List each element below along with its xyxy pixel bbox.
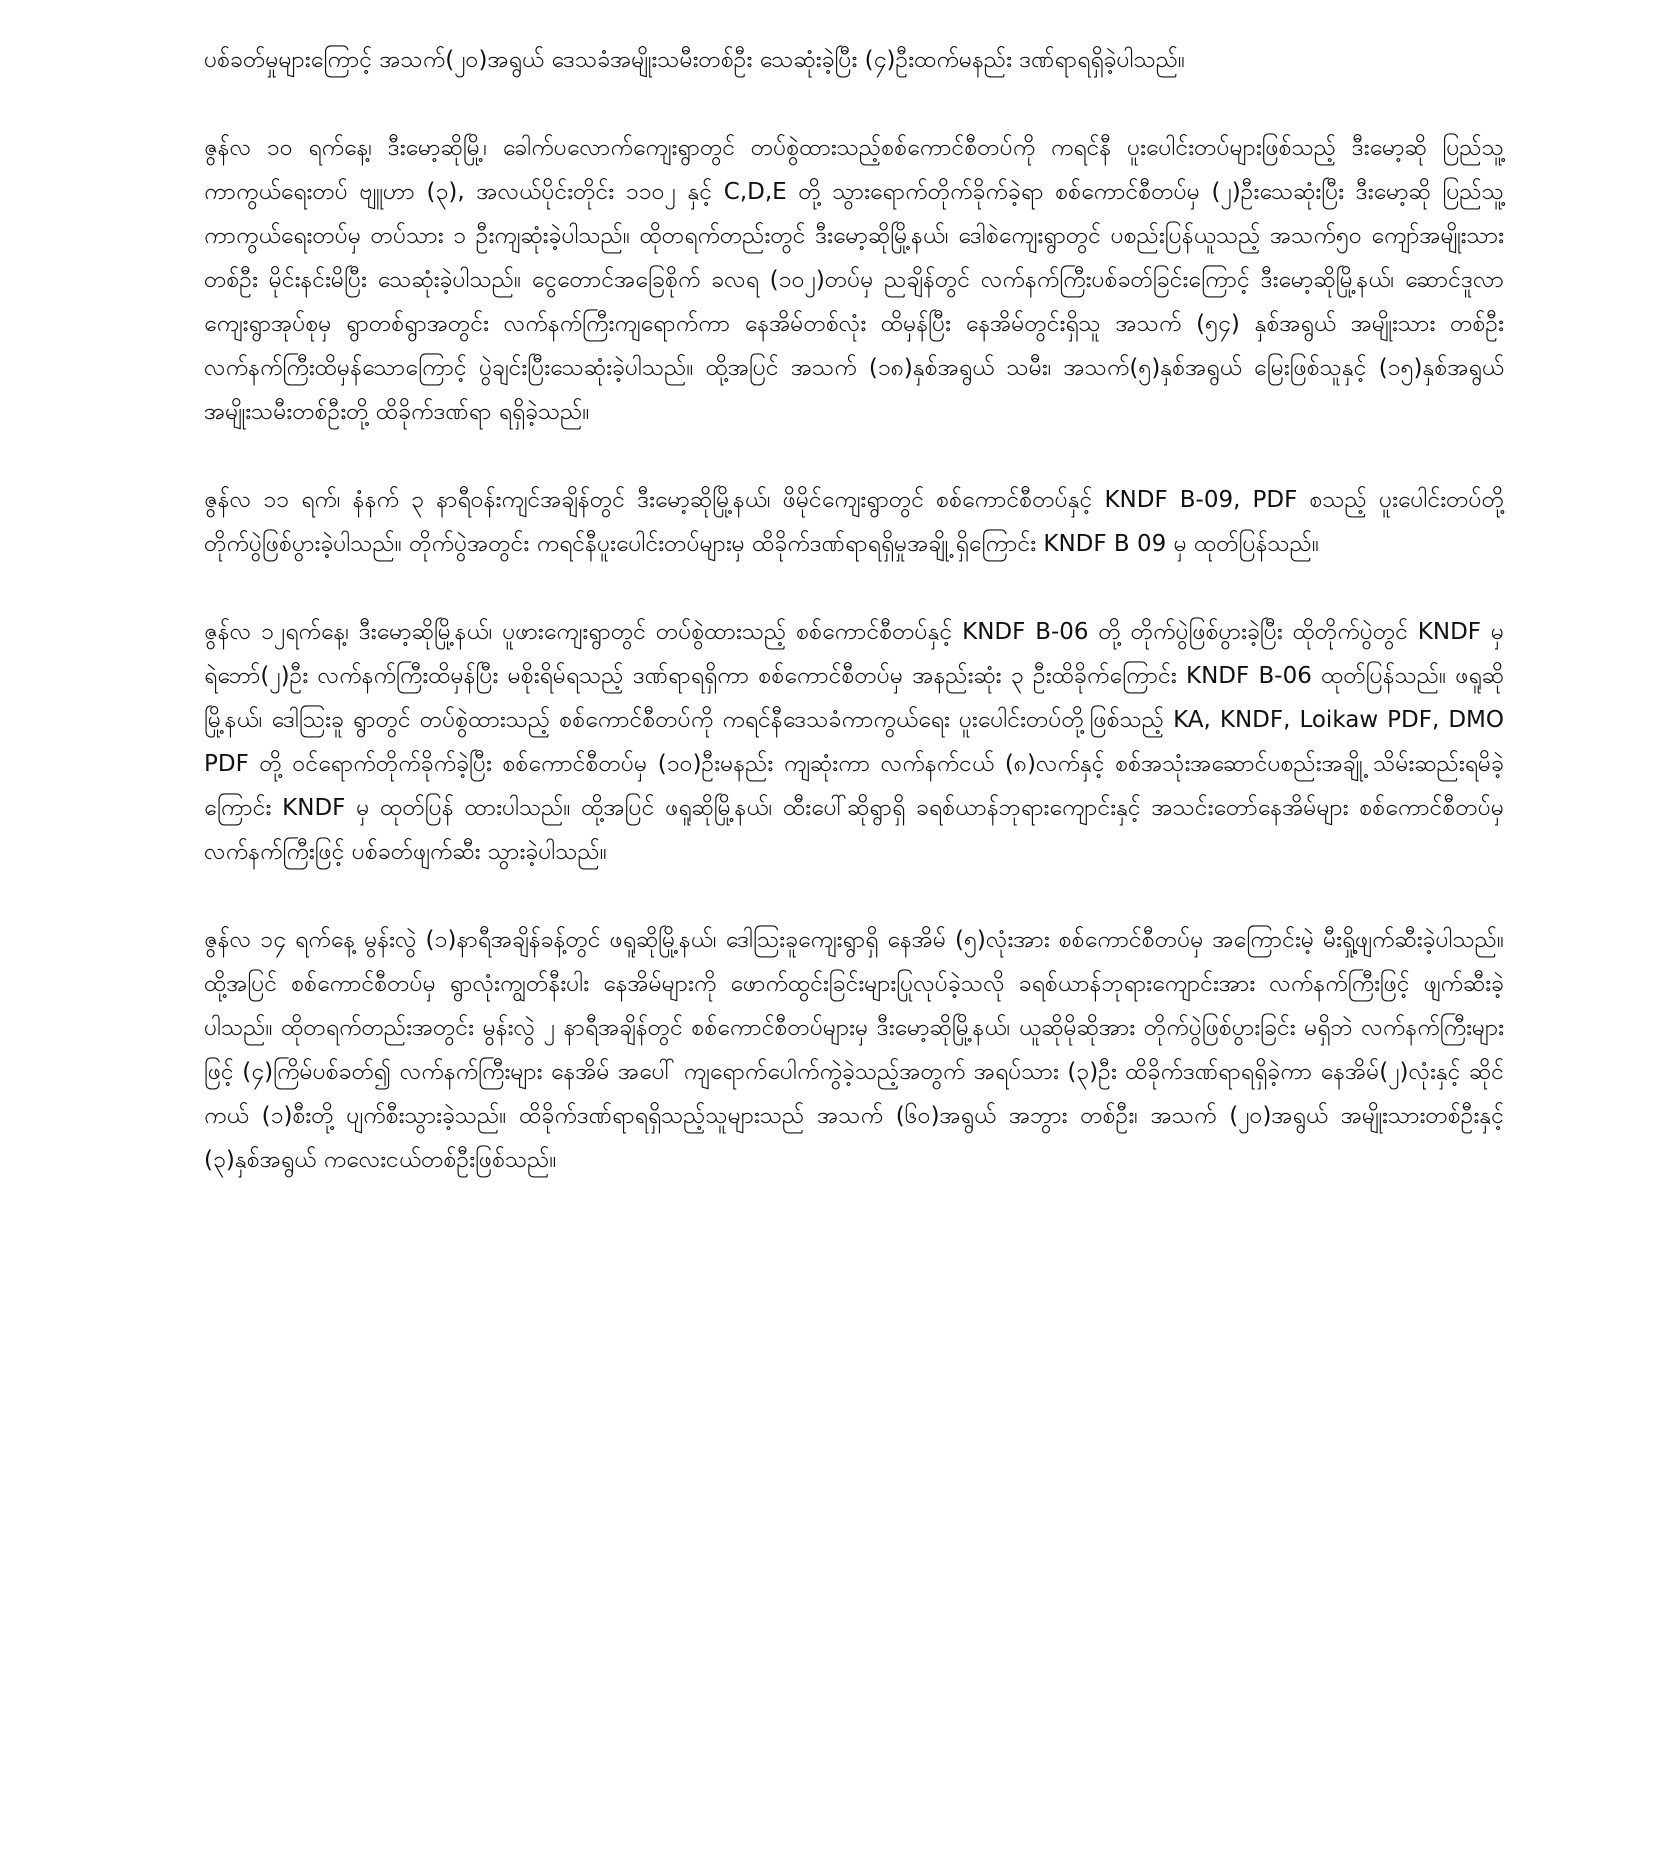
paragraph-june-10: ဇွန်လ ၁၀ ရက်နေ့၊ ဒီးမော့ဆိုမြို့၊ ခေါက်ပလောက်ကျေးရွာတွင် တပ်စွဲထားသည့်စစ်ကောင်စီတပ်ကို ကရင်နီ ပူးပေါင်းတပ်များဖြစ်သည့် ဒီးမော့ဆို ပြည်သူ့ကာကွယ်ရေးတပ် ဗျူဟာ (၃), အလယ်ပိုင်းတိုင်း ၁၁၀၂ နှင့် C,D,E တို့ သွားရောက်တိုက်ခိုက်ခဲ့ရာ စစ်ကောင်စီတပ်မှ (၂)ဦးသေဆုံးပြီး ဒီးမော့ဆို ပြည်သူ့ကာကွယ်ရေးတပ်မှ တပ်သား ၁ ဦးကျဆုံးခဲ့ပါသည်။ ထိုတရက်တည်းတွင် ဒီးမော့ဆိုမြို့နယ်၊ ဒေါစဲကျေးရွာတွင် ပစည်းပြန်ယူသည့် အသက်၅၀ ကျော်အမျိုးသားတစ်ဦး မိုင်းနင်းမိပြီး သေဆုံးခဲ့ပါသည်။ ငွေတောင်အခြေစိုက် ခလရ (၁၀၂)တပ်မှ ညချိန်တွင် လက်နက်ကြီးပစ်ခတ်ခြင်းကြောင့် ဒီးမော့ဆိုမြို့နယ်၊ ဆောင်ဒူလာကျေးရွာအုပ်စုမှ ရွာတစ်ရွာအတွင်း လက်နက်ကြီးကျရောက်ကာ နေအိမ်တစ်လုံး ထိမှန်ပြီး နေအိမ်တွင်းရှိသူ အသက် (၅၄) နှစ်အရွယ် အမျိုးသား တစ်ဦး လက်နက်ကြီးထိမှန်သောကြောင့် ပွဲချင်းပြီးသေဆုံးခဲ့ပါသည်။ ထို့အပြင် အသက် (၁၈)နှစ်အရွယ် သမီး၊ အသက်(၅)နှစ်အရွယ် မြေးဖြစ်သူနှင့် (၁၅)နှစ်အရွယ် အမျိုးသမီးတစ်ဦးတို့ ထိခိုက်ဒဏ်ရာ ရရှိခဲ့သည်။	[204, 135, 1504, 425]
paragraph-june-14: ဇွန်လ ၁၄ ရက်နေ့ မွန်းလွဲ (၁)နာရီအချိန်ခန့်တွင် ဖရူဆိုမြို့နယ်၊ ဒေါသြးခူကျေးရွာရှိ နေအိမ် (၅)လုံးအား စစ်ကောင်စီတပ်မှ အကြောင်းမဲ့ မီးရှို့ဖျက်ဆီးခဲ့ပါသည်။ ထို့အပြင် စစ်ကောင်စီတပ်မှ ရွာလုံးကျွတ်နီးပါး နေအိမ်များကို ဖောက်ထွင်းခြင်းများပြုလုပ်ခဲ့သလို ခရစ်ယာန်ဘုရားကျောင်းအား လက်နက်ကြီးဖြင့် ဖျက်ဆီးခဲ့ပါသည်။ ထိုတရက်တည်းအတွင်း မွန်းလွဲ ၂ နာရီအချိန်တွင် စစ်ကောင်စီတပ်များမှ ဒီးမော့ဆိုမြို့နယ်၊ ယူဆိုမိုဆိုအား တိုက်ပွဲဖြစ်ပွားခြင်း မရှိဘဲ လက်နက်ကြီးများဖြင့် (၄)ကြိမ်ပစ်ခတ်၍ လက်နက်ကြီးများ နေအိမ် အပေါ် ကျရောက်ပေါက်ကွဲခဲ့သည့်အတွက် အရပ်သား (၃)ဦး ထိခိုက်ဒဏ်ရာရရှိခဲ့ကာ နေအိမ်(၂)လုံးနှင့် ဆိုင်ကယ် (၁)စီးတို့ ပျက်စီးသွားခဲ့သည်။ ထိခိုက်ဒဏ်ရာရရှိသည့်သူများသည် အသက် (၆၀)အရွယ် အဘွား တစ်ဦး၊ အသက် (၂၀)အရွယ် အမျိုးသားတစ်ဦးနှင့် (၃)နှစ်အရွယ် ကလေးငယ်တစ်ဦးဖြစ်သည်။	[204, 927, 1504, 1173]
document-body	[204, 38, 1504, 1182]
paragraph-june-12: ဇွန်လ ၁၂ရက်နေ့၊ ဒီးမော့ဆိုမြို့နယ်၊ ပူဖားကျေးရွာတွင် တပ်စွဲထားသည့် စစ်ကောင်စီတပ်နှင့် KNDF B-06 တို့ တိုက်ပွဲဖြစ်ပွားခဲ့ပြီး ထိုတိုက်ပွဲတွင် KNDF မှ ရဲဘော်(၂)ဦး လက်နက်ကြီးထိမှန်ပြီး မစိုးရိမ်ရသည့် ဒဏ်ရာရရှိကာ စစ်ကောင်စီတပ်မှ အနည်းဆုံး ၃ ဦးထိခိုက်ကြောင်း KNDF B-06 ထုတ်ပြန်သည်။ ဖရူဆိုမြို့နယ်၊ ဒေါသြးခူ ရွာတွင် တပ်စွဲထားသည့် စစ်ကောင်စီတပ်ကို ကရင်နီဒေသခံကာကွယ်ရေး ပူးပေါင်းတပ်တို့ဖြစ်သည့် KA, KNDF, Loikaw PDF, DMO PDF တို့ ဝင်ရောက်တိုက်ခိုက်ခဲ့ပြီး စစ်ကောင်စီတပ်မှ (၁၀)ဦးမနည်း ကျဆုံးကာ လက်နက်ငယ် (၈)လက်နှင့် စစ်အသုံးအဆောင်ပစည်းအချို့ သိမ်းဆည်းရမိခဲ့ကြောင်း KNDF မှ ထုတ်ပြန် ထားပါသည်။ ထို့အပြင် ဖရူဆိုမြို့နယ်၊ ထီးပေါ်ဆိုရွာရှိ ခရစ်ယာန်ဘုရားကျောင်းနှင့် အသင်းတော်နေအိမ်များ စစ်ကောင်စီတပ်မှ လက်နက်ကြီးဖြင့် ပစ်ခတ်ဖျက်ဆီး သွားခဲ့ပါသည်။	[204, 619, 1504, 865]
paragraph-june-11: ဇွန်လ ၁၁ ရက်၊ နံနက် ၃ နာရီဝန်းကျင်အချိန်တွင် ဒီးမော့ဆိုမြို့နယ်၊ ဖိမိုင်ကျေးရွာတွင် စစ်ကောင်စီတပ်နှင့် KNDF B-09, PDF စသည့် ပူးပေါင်းတပ်တို့ တိုက်ပွဲဖြစ်ပွားခဲ့ပါသည်။ တိုက်ပွဲအတွင်း ကရင်နီပူးပေါင်းတပ်များမှ ထိခိုက်ဒဏ်ရာရရှိမှုအချို့ ရှိကြောင်း KNDF B 09 မှ ထုတ်ပြန်သည်။	[204, 487, 1504, 557]
paragraph-casualties-intro: ပစ်ခတ်မှုများကြောင့် အသက်(၂၀)အရွယ် ဒေသခံအမျိုးသမီးတစ်ဦး သေဆုံးခဲ့ပြီး (၄)ဦးထက်မနည်း ဒဏ်ရာရရှိခဲ့ပါသည်။	[204, 47, 1186, 73]
